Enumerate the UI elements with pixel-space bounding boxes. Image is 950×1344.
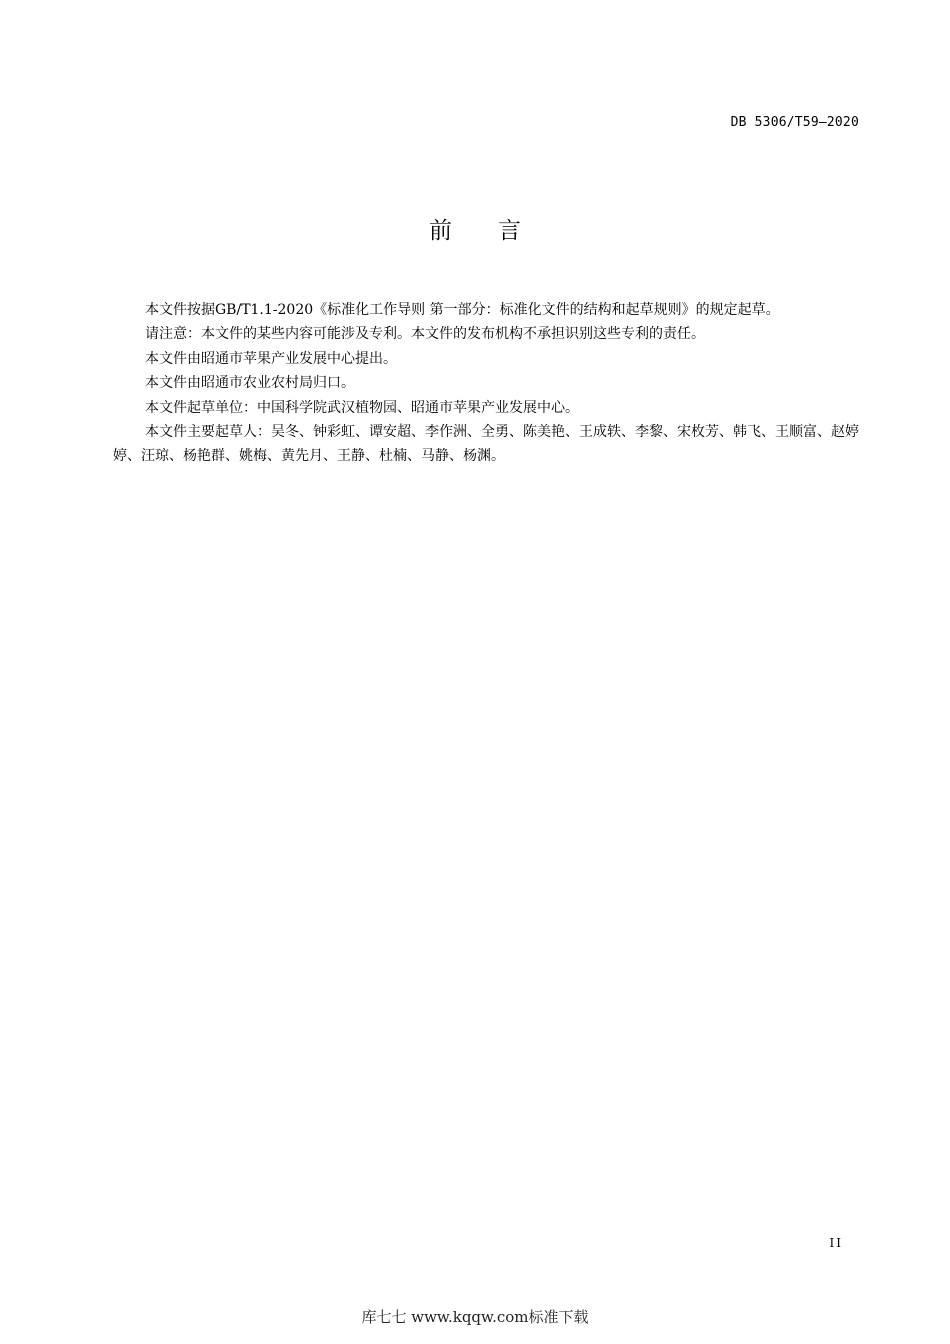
- download-watermark: 库七七 www.kqqw.com标准下载: [361, 1308, 589, 1326]
- paragraph-patent-notice: 请注意：本文件的某些内容可能涉及专利。本文件的发布机构不承担识别这些专利的责任。: [145, 326, 705, 343]
- paragraph-drafting-units: 本文件起草单位：中国科学院武汉植物园、昭通市苹果产业发展中心。: [145, 399, 579, 416]
- paragraph-drafters: 本文件主要起草人：吴冬、钟彩虹、谭安超、李作洲、全勇、陈美艳、王成轶、李黎、宋枚芳、韩飞、王顺富、赵婷婷、汪琼、杨艳群、姚梅、黄先月、王静、杜楠、马静、杨渊。: [113, 424, 859, 465]
- paragraph-administrator: 本文件由昭通市农业农村局归口。: [145, 375, 355, 392]
- page-number: II: [829, 1236, 843, 1250]
- paragraph-proposer: 本文件由昭通市苹果产业发展中心提出。: [145, 350, 397, 367]
- document-code: DB 5306/T59—2020: [730, 115, 859, 130]
- foreword-body: [113, 298, 859, 469]
- section-title: 前言: [429, 218, 567, 244]
- paragraph-drafting-rules: 本文件按据GB/T1.1-2020《标准化工作导则 第一部分：标准化文件的结构和起草规则》的规定起草。: [145, 302, 780, 318]
